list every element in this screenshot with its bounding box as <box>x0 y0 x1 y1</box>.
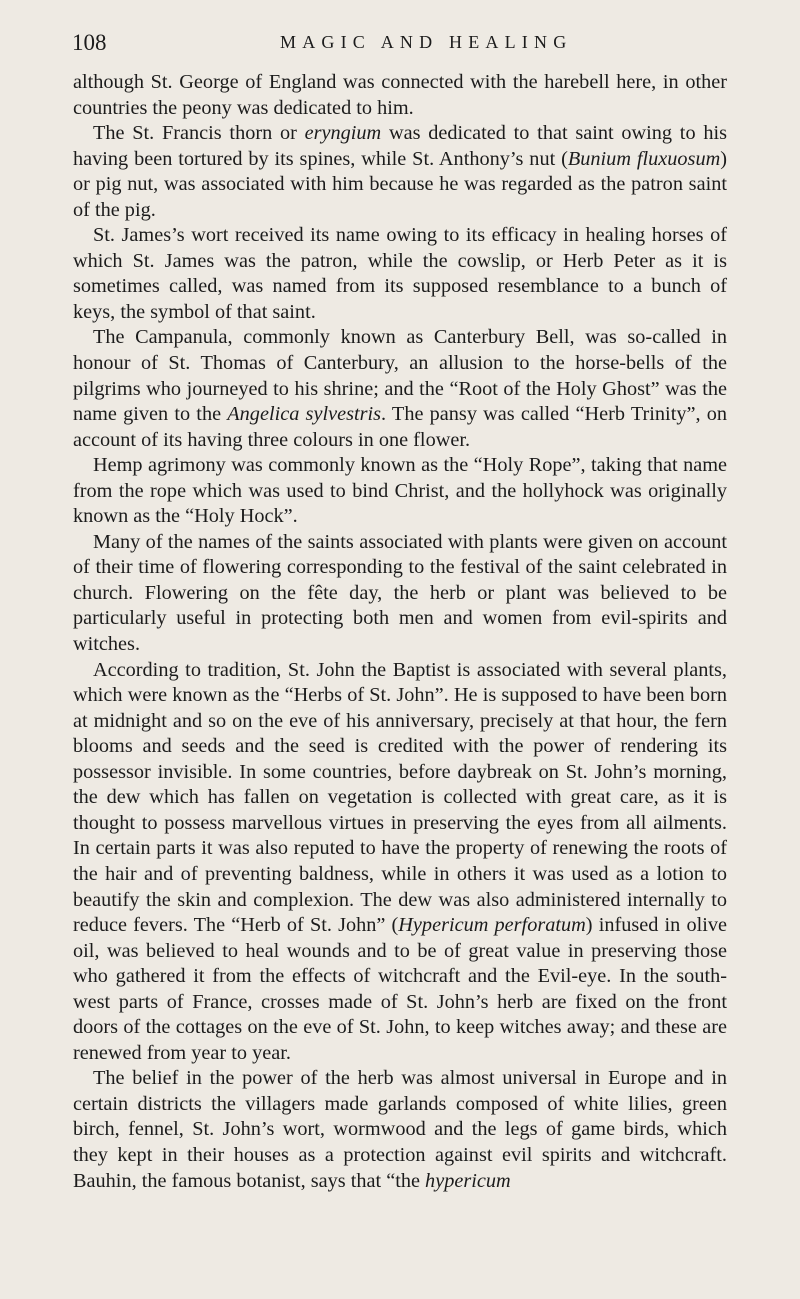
paragraph <box>73 530 727 658</box>
italic-term: Hypericum perforatum <box>398 914 586 937</box>
italic-term: eryngium <box>304 122 382 145</box>
paragraph <box>73 121 727 223</box>
paragraph <box>73 325 727 453</box>
paragraph <box>73 223 727 325</box>
text-run: The St. Francis thorn or <box>93 122 305 145</box>
text-run: Many of the names of the saints associated with plants were given on account of their time of flowering corresponding to the festival of the saint celebrated in church. Flowering on the fête day, the herb or plant was believed to be particularly useful in protecting both men and women from evil-spirits and witches. <box>73 530 727 656</box>
text-run: According to tradition, St. John the Baptist is associated with several plants, which were known as the “Herbs of St. John”. He is supposed to have been born at midnight and so on the eve of his anniversary, precisely at that hour, the fern blooms and seeds and the seed is credited with the power of rendering its possessor invisible. In some countries, before daybreak on St. John’s morning, the dew which has fallen on vegetation is collected with great care, as it is thought to possess marvellous virtues in preserving the eyes from all ailments. In certain parts it was also reputed to have the property of renewing the roots of the hair and of preventing baldness, while in others it was used as a lotion to beautify the skin and complexion. The dew was also administered internally to reduce fevers. The “Herb of St. John” ( <box>73 658 727 937</box>
paragraph <box>73 658 727 1067</box>
text-run: ) or pig nut, was associated with him because he was regarded as the patron saint of the pig. <box>73 147 727 221</box>
italic-term: Angelica sylvestris <box>227 403 382 426</box>
paragraph <box>73 70 727 121</box>
body-text <box>73 70 727 1194</box>
text-run: The belief in the power of the herb was almost universal in Europe and in certain districts the villagers made garlands composed of white lilies, green birch, fennel, St. John’s wort, wormwood and the legs of game birds, which they kept in their houses as a protection against evil spirits and witchcraft. Bauhin, the famous botanist, says that “the <box>73 1067 727 1192</box>
italic-term: hypericum <box>425 1169 511 1192</box>
text-run: . The pansy was called “Herb Trinity”, on account of its having three colours in one flower. <box>73 403 728 451</box>
text-run: Hemp agrimony was commonly known as the “Holy Rope”, taking that name from the rope which was used to bind Christ, and the hollyhock was originally known as the “Holy Hock”. <box>73 454 727 528</box>
text-run: The Campanula, commonly known as Canterbury Bell, was so-called in honour of St. Thomas of Canterbury, an allusion to the horse-bells of the pilgrims who journeyed to his shrine; and the “Root of the Holy Ghost” was the name given to the <box>73 326 727 426</box>
text-run: was dedicated to that saint owing to his having been tortured by its spines, while St. Anthony’s nut ( <box>73 122 727 170</box>
page-number: 108 <box>72 30 107 55</box>
running-head <box>72 30 724 64</box>
running-title: MAGIC AND HEALING <box>280 32 573 52</box>
paragraph <box>73 1066 727 1194</box>
italic-term: Bunium fluxuosum <box>567 147 721 170</box>
text-run: St. James’s wort received its name owing to its efficacy in healing horses of which St. James was the patron, while the cowslip, or Herb Peter as it is sometimes called, was named from its supposed resemblance to a bunch of keys, the symbol of that saint. <box>73 224 727 323</box>
text-run: although St. George of England was connected with the harebell here, in other countries the peony was dedicated to him. <box>73 71 727 119</box>
text-run: ) infused in olive oil, was believed to heal wounds and to be of great value in preserving those who gathered it from the effects of witchcraft and the Evil-eye. In the south-west parts of France, crosses made of St. John’s herb are fixed on the front doors of the cottages on the eve of St. John, to keep witches away; and these are renewed from year to year. <box>73 914 727 1064</box>
paragraph <box>73 453 727 530</box>
